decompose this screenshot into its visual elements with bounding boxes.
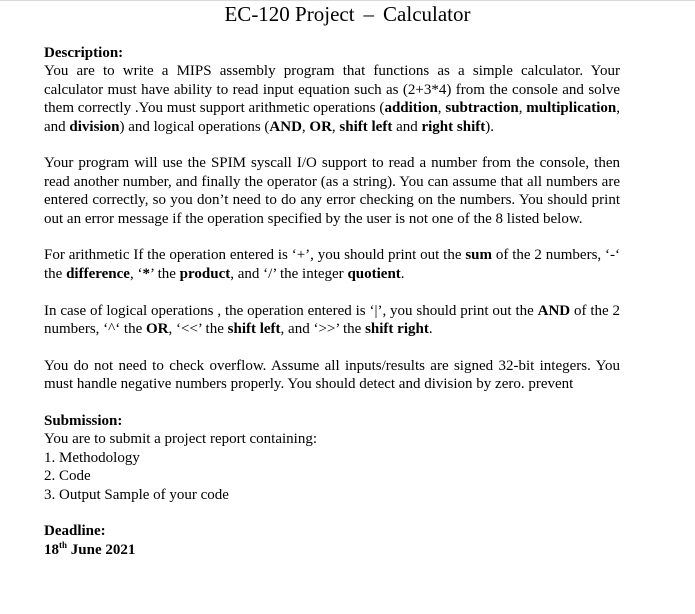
description-heading: Description:	[44, 45, 124, 61]
paragraph-gap	[44, 394, 620, 412]
paragraph-gap	[44, 228, 620, 246]
submission-item-output-sample: 3. Output Sample of your code	[44, 486, 229, 503]
paragraph-gap	[44, 504, 620, 522]
paragraph-gap	[44, 136, 620, 154]
title-main: EC-120 Project	[224, 2, 355, 26]
document-body	[44, 44, 620, 559]
submission-intro: You are to submit a project report containing:	[44, 431, 318, 448]
page-title	[0, 1, 695, 27]
logical-paragraph: In case of logical operations , the operation entered is ‘|’, you should print out the AND of the 2 numbers, ‘^‘ the OR, ‘<<’ the shift left, and ‘>>’ the shift right.	[44, 302, 620, 338]
paragraph-gap	[44, 338, 620, 356]
submission-item-methodology: 1. Methodology	[44, 449, 140, 466]
deadline-date: 18th June 2021	[44, 539, 136, 558]
description-paragraph-1: You are to write a MIPS assembly program that functions as a simple calculator. Your calculator must have ability to read input equation such as (2+3*4) from the console and solve them correctly .You must support arithmetic operations (addition, subtraction, multiplication, and division) and logical operations (AND, OR, shift left and right shift).	[44, 63, 621, 135]
submission-heading: Submission:	[44, 413, 123, 430]
title-separator: –	[363, 2, 375, 26]
submission-item-code: 2. Code	[44, 468, 91, 485]
overflow-paragraph: You do not need to check overflow. Assume all inputs/results are signed 32-bit integers. You must handle negative numbers properly. You should detect and division by zero. prevent	[44, 357, 620, 393]
title-sub: Calculator	[383, 2, 471, 26]
deadline-heading: Deadline:	[44, 523, 106, 540]
paragraph-gap	[44, 283, 620, 301]
description-paragraph-2: Your program will use the SPIM syscall I/O support to read a number from the console, then read another number, and finally the operator (as a string). You can assume that all numbers are entered correctly, so you don’t need to do any error checking on the numbers. You should print out an error message if the operation specified by the user is not one of the 8 listed below.	[44, 155, 620, 227]
arithmetic-paragraph: For arithmetic If the operation entered is ‘+’, you should print out the sum of the 2 numbers, ‘-‘ the difference, ‘*’ the product, and ‘/’ the integer quotient.	[44, 247, 620, 282]
